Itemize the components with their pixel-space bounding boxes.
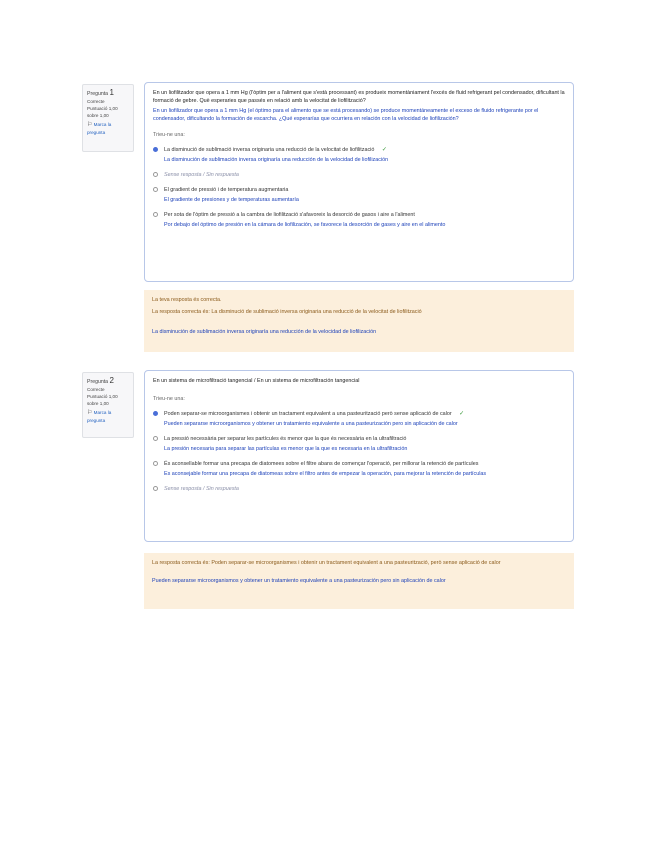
question-info-1 [82, 84, 134, 152]
option-translation: Es aconsejable formar una precapa de diatomeas sobre el filtro antes de empezar la operación, para mejorar la retención de partículas [164, 471, 487, 477]
radio-button[interactable] [153, 212, 158, 217]
option-text: Poden separar-se microorganismes i obtenir un tractament equivalent a una pasteurització però sense aplicació de calor [164, 411, 452, 417]
option-text: La pressió necessària per separar les partícules és menor que la que és necessària en la ultrafiltració [164, 436, 407, 442]
answer-option[interactable] [153, 186, 565, 204]
answer-option[interactable] [153, 211, 565, 229]
option-text: Sense resposta / Sin respuesta [164, 172, 239, 178]
answer-option[interactable] [153, 146, 565, 164]
answer-option[interactable] [153, 485, 565, 493]
answer-option[interactable] [153, 410, 565, 428]
radio-button[interactable] [153, 172, 158, 177]
question-points: Puntuació 1,00 sobre 1,00 [87, 394, 118, 406]
question-points: Puntuació 1,00 sobre 1,00 [87, 106, 118, 118]
select-one-label: Trieu-ne una: [153, 132, 185, 138]
select-one-label: Trieu-ne una: [153, 396, 185, 402]
feedback-correct-answer: La resposta correcta és: Poden separar-se microorganismes i obtenir un tractament equivalent a una pasteurització, però sense aplicació de calor [152, 560, 501, 566]
answer-option[interactable] [153, 171, 565, 179]
option-translation: El gradiente de presiones y de temperaturas aumentaría [164, 197, 299, 203]
option-text: És aconsellable formar una precapa de diatomees sobre el filtre abans de començar l'operació, per millorar la retenció de partícules [164, 461, 479, 467]
correct-check-icon: ✓ [459, 411, 465, 417]
radio-button[interactable] [153, 486, 158, 491]
question-info-2 [82, 372, 134, 438]
radio-button[interactable] [153, 187, 158, 192]
radio-button[interactable] [153, 461, 158, 466]
feedback-translation: La disminución de sublimación inversa originaría una reducción de la velocidad de liofilización [152, 329, 377, 335]
flag-question-link[interactable] [87, 121, 129, 136]
option-text: El gradient de pressió i de temperatura augmentaria [164, 187, 289, 193]
question-label: Pregunta [87, 379, 109, 385]
radio-button[interactable] [153, 436, 158, 441]
question-translation: En un liofilizador que opera a 1 mm Hg (el óptimo para el alimento que se está procesando) se produce momentáneamente el exceso de fluido refrigerante por el condensador, dificultando la formación de escarcha. ¿Qué esperarías que ocurriera en relación con la velocidad de liofilización? [153, 108, 539, 122]
option-text: La disminució de sublimació inversa originaria una reducció de la velocitat de liofilització [164, 147, 375, 153]
flag-icon: ⚐ [87, 410, 93, 416]
feedback-box-1 [144, 290, 574, 352]
option-translation: Por debajo del óptimo de presión en la cámara de liofilización, se favorece la desorción de gases y aire en el alimento [164, 222, 446, 228]
feedback-box-2 [144, 553, 574, 609]
flag-question-label: Marca la pregunta [87, 122, 112, 135]
option-translation: La disminución de sublimación inversa originaría una reducción de la velocidad de liofilización [164, 157, 389, 163]
question-card-1 [144, 82, 574, 282]
question-card-2 [144, 370, 574, 542]
radio-button-selected[interactable] [153, 147, 158, 152]
option-text: Per sota de l'òptim de pressió a la cambra de liofilització s'afavoreix la desorció de gasos i aire a l'aliment [164, 212, 415, 218]
flag-question-label: Marca la pregunta [87, 410, 112, 423]
question-number-value: 1 [109, 88, 114, 97]
question-number [87, 89, 129, 98]
question-text: En un liofilitzador que opera a 1 mm Hg (l'òptim per a l'aliment que s'està processant) es produeix momentàniament l'excés de fluid refrigerant pel condensador, dificultant la formació de gebre. Què esperaries que passés en relació amb la velocitat de liofilització? [153, 90, 565, 104]
answer-option[interactable] [153, 460, 565, 478]
option-translation: La presión necesaria para separar las partículas es menor que la que es necesaria en la ultrafiltración [164, 446, 408, 452]
option-translation: Pueden separarse microorganismos y obtener un tratamiento equivalente a una pasteurización pero sin aplicación de calor [164, 421, 458, 427]
correct-check-icon: ✓ [381, 147, 387, 153]
question-text: En un sistema de microfiltració tangencial / En un sistema de microfiltración tangencial [153, 378, 360, 384]
flag-icon: ⚐ [87, 122, 93, 128]
question-status: Correcte [87, 99, 105, 104]
question-label: Pregunta [87, 91, 109, 97]
feedback-result: La teva resposta és correcta. [152, 297, 222, 303]
question-number [87, 377, 129, 386]
radio-button-selected[interactable] [153, 411, 158, 416]
answer-option[interactable] [153, 435, 565, 453]
question-status: Correcte [87, 387, 105, 392]
feedback-correct-answer: La resposta correcta és: La disminució de sublimació inversa originaria una reducció de la velocitat de liofilització [152, 309, 422, 315]
flag-question-link[interactable] [87, 409, 129, 424]
feedback-translation: Pueden separarse microorganismos y obtener un tratamiento equivalente a una pasteurización pero sin aplicación de calor [152, 578, 446, 584]
option-text: Sense resposta / Sin respuesta [164, 486, 239, 492]
question-number-value: 2 [109, 376, 114, 385]
